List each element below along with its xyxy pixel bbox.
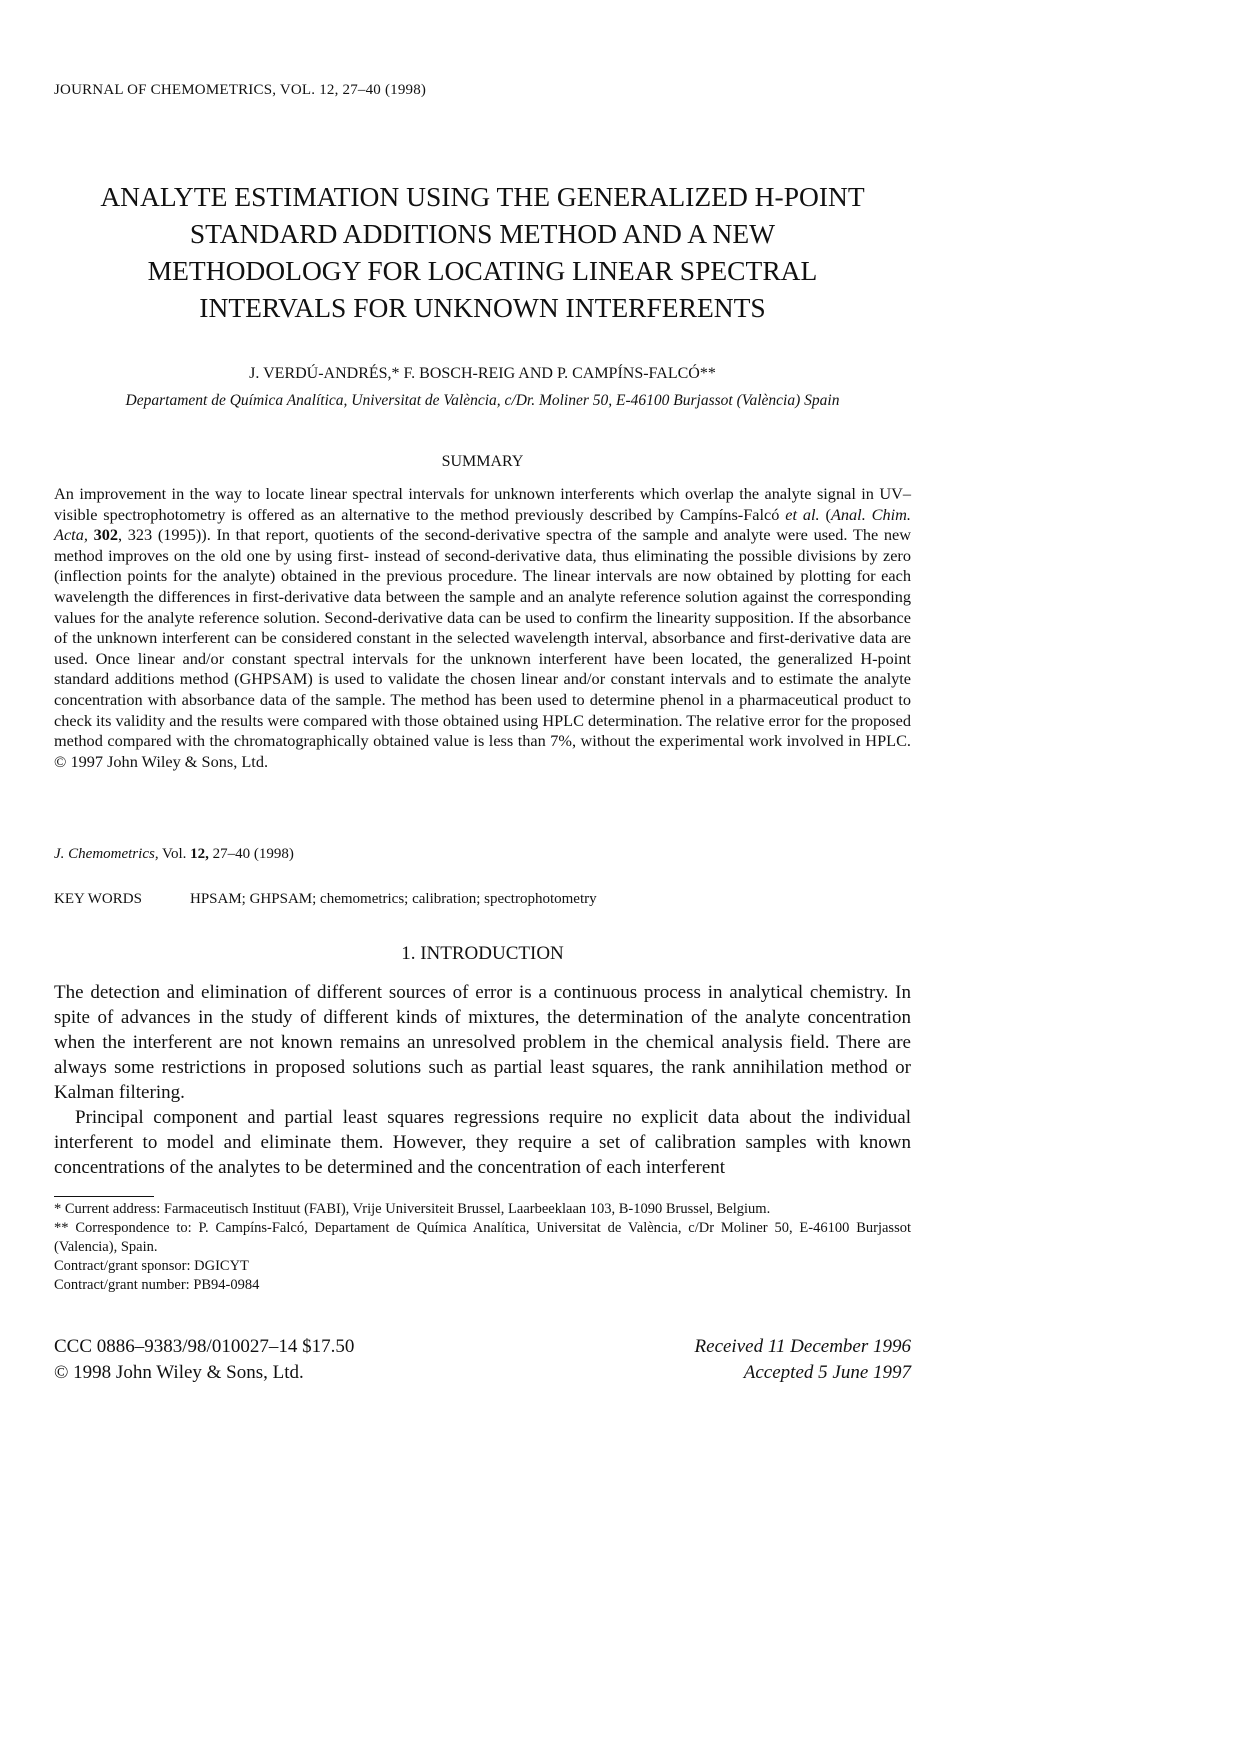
summary-text-part: An improvement in the way to locate linear spectral intervals for unknown interferents which overlap the analyte signal in UV–visible spectrophotometry is offered as an alternative to the method previously described by Campíns-Falcó (54, 484, 911, 524)
ccc-code: CCC 0886–9383/98/010027–14 $17.50 (54, 1336, 355, 1357)
title-line: METHODOLOGY FOR LOCATING LINEAR SPECTRAL (147, 255, 818, 286)
footnote: ** Correspondence to: P. Campíns-Falcó, Departament de Química Analítica, Universitat de València, c/Dr Moliner 50, E-46100 Burjassot (Valencia), Spain. (54, 1220, 911, 1255)
summary-text-part: ( (819, 504, 831, 524)
section-heading-introduction: 1. INTRODUCTION (401, 943, 564, 964)
summary-heading: SUMMARY (441, 453, 524, 470)
received-accepted (611, 1334, 911, 1386)
summary-et-al: et al. (785, 504, 820, 524)
affiliation: Departament de Química Analítica, Universitat de València, c/Dr. Moliner 50, E-46100 Burjassot (València) Spain (125, 392, 840, 409)
received-date: Received 11 December 1996 (694, 1336, 911, 1357)
paragraph: Principal component and partial least squares regressions require no explicit data about the individual interferent to model and eliminate them. However, they require a set of calibration samples with known concentrations of the analytes to be determined and the concentration of each interferent (54, 1107, 911, 1178)
running-head: JOURNAL OF CHEMOMETRICS, VOL. 12, 27–40 (1998) (54, 82, 427, 98)
citation-volume: 12, (190, 846, 209, 862)
citation-pages: 27–40 (1998) (208, 846, 294, 862)
summary-volume: 302 (93, 525, 119, 545)
title-line: ANALYTE ESTIMATION USING THE GENERALIZED H-POINT (100, 181, 865, 212)
paragraph: The detection and elimination of different sources of error is a continuous process in analytical chemistry. In spite of advances in the study of different kinds of mixtures, the determination of the analyte concentration when the interferent are not known remains an unresolved problem in the chemical analysis field. There are always some restrictions in proposed solutions such as partial least squares, the rank annihilation method or Kalman filtering. (54, 982, 911, 1103)
summary-text (54, 484, 911, 772)
summary-text-part: , 323 (1995)). In that report, quotients of the second-derivative spectra of the sample and analyte were used. The new method improves on the old one by using first- instead of second-derivative data, thus eliminating the possible divisions by zero (inflection points for the analyte) obtained in the previous procedure. The linear intervals are now obtained by plotting for each wavelength the differences in first-derivative data between the sample and an analyte reference solution against the corresponding values for the analyte reference solution. Second-derivative data can be used to confirm the linearity supposition. If the absorbance of the unknown interferent can be considered constant in the selected wavelength interval, absorbance and first-derivative data are used. Once linear and/or constant spectral intervals for the unknown interferent have been located, the generalized H-point standard additions method (GHPSAM) is used to validate the chosen linear and/or constant intervals and to estimate the analyte concentration with absorbance data of the sample. The method has been used to determine phenol in a pharmaceutical product to check its validity and the results were compared with those obtained using HPLC determination. The relative error for the proposed method compared with the chromatographically obtained value is less than 7%, without the experimental work involved in HPLC. © 1997 John Wiley & Sons, Ltd. (54, 525, 911, 771)
paper-title (54, 178, 911, 326)
publication-info (54, 1334, 354, 1386)
copyright: © 1998 John Wiley & Sons, Ltd. (54, 1362, 304, 1383)
footnotes (54, 1200, 911, 1295)
title-line: INTERVALS FOR UNKNOWN INTERFERENTS (199, 292, 766, 323)
footnote: Contract/grant sponsor: DGICYT (54, 1258, 249, 1274)
footnote: Contract/grant number: PB94-0984 (54, 1277, 260, 1293)
citation-vol-prefix: , Vol. (154, 846, 191, 862)
footnote-rule (54, 1196, 154, 1197)
keywords-label: KEY WORDS (54, 891, 142, 907)
summary-journal-ref: Anal. Chim. Acta, (54, 504, 912, 545)
citation-journal: J. Chemometrics (54, 846, 155, 862)
footnote: * Current address: Farmaceutisch Instituut (FABI), Vrije Universiteit Brussel, Laarbeeklaan 103, B-1090 Brussel, Belgium. (54, 1201, 771, 1217)
introduction-body (54, 980, 911, 1180)
title-line: STANDARD ADDITIONS METHOD AND A NEW (189, 218, 776, 249)
author-list: J. VERDÚ-ANDRÉS,* F. BOSCH-REIG AND P. CAMPÍNS-FALCÓ** (249, 365, 716, 382)
accepted-date: Accepted 5 June 1997 (743, 1362, 911, 1383)
keywords-list: HPSAM; GHPSAM; chemometrics; calibration; spectrophotometry (190, 891, 597, 907)
journal-citation (54, 846, 294, 863)
keywords (54, 891, 597, 908)
